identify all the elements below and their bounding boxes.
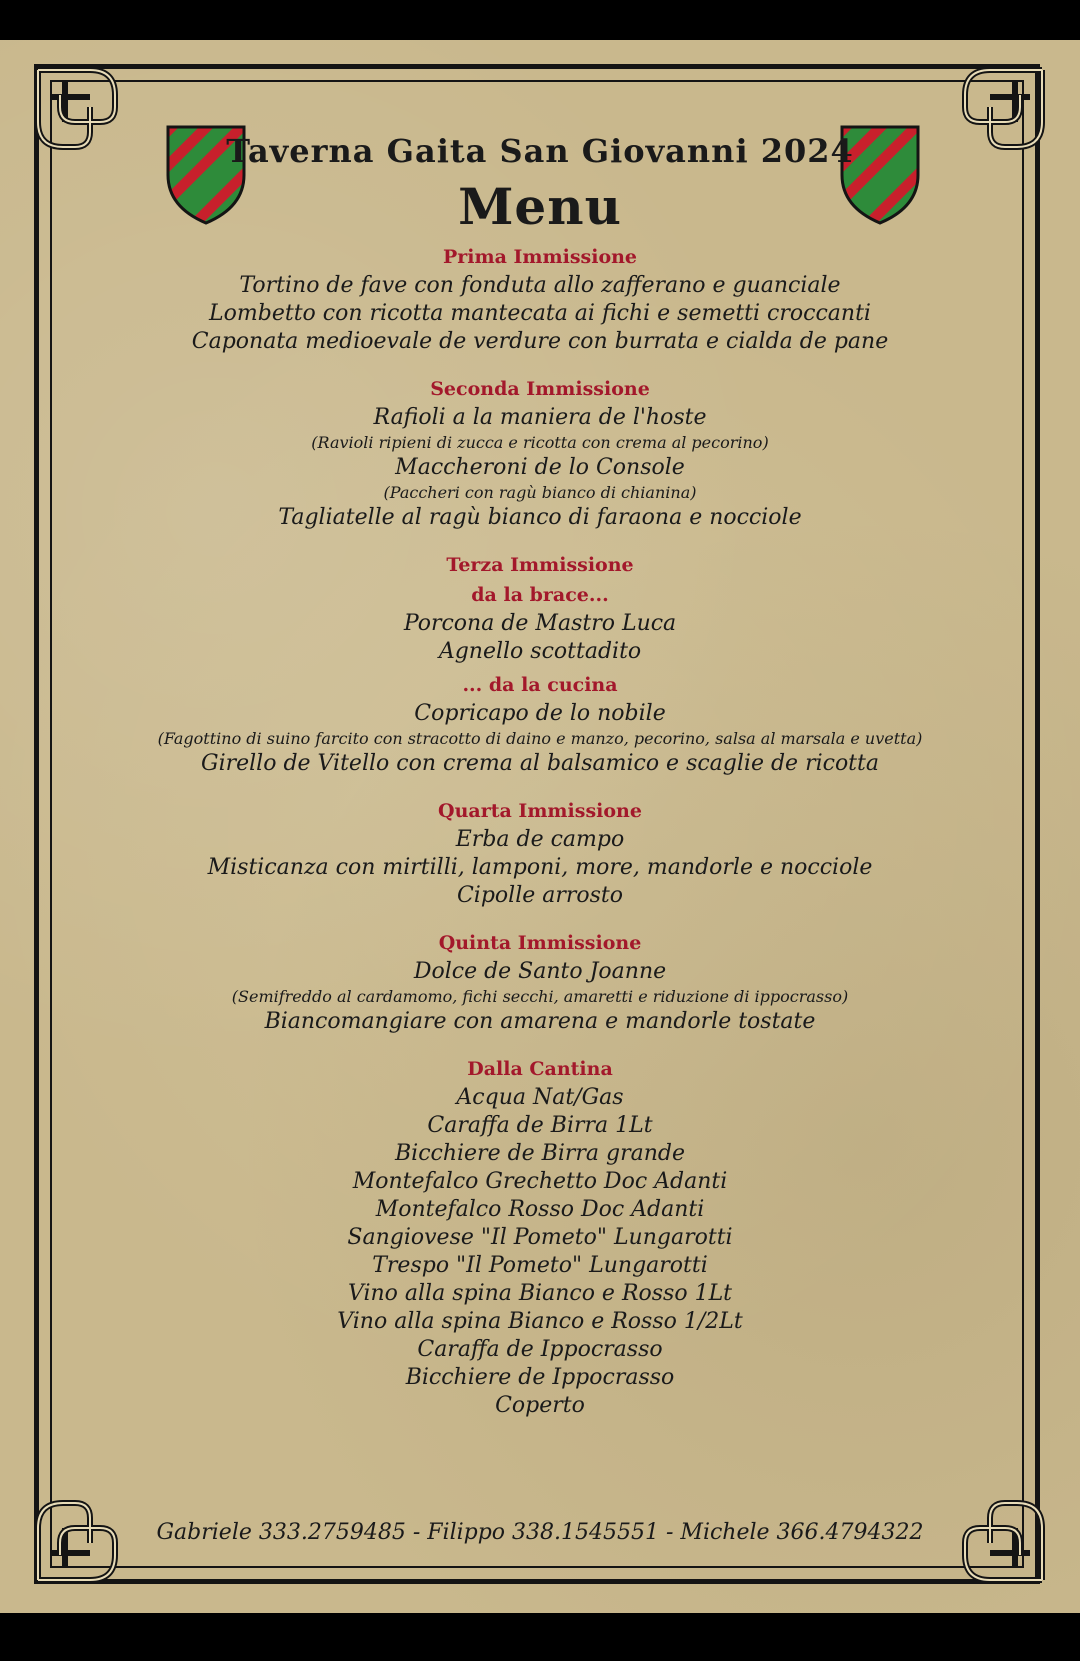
drink-item: Bicchiere de Birra grande: [394, 1141, 686, 1166]
menu-heading: Menu: [458, 177, 622, 236]
section-heading: Dalla Cantina: [467, 1058, 613, 1080]
page-title: Taverna Gaita San Giovanni 2024: [226, 132, 854, 170]
section-heading: Terza Immissione: [446, 554, 634, 576]
drink-item: Trespo "Il Pometo" Lungarotti: [372, 1253, 708, 1278]
menu-item: Maccheroni de lo Console: [395, 455, 685, 480]
drink-item: Montefalco Rosso Doc Adanti: [375, 1197, 705, 1222]
section-heading: Quinta Immissione: [438, 932, 642, 954]
menu-item: Tagliatelle al ragù bianco di faraona e nocciole: [278, 505, 802, 530]
drink-item: Bicchiere de Ippocrasso: [405, 1365, 675, 1390]
footer-contacts: Gabriele 333.2759485 - Filippo 338.1545551 - Michele 366.4794322: [156, 1520, 924, 1545]
menu-item: Dolce de Santo Joanne: [413, 959, 667, 984]
section-heading: Seconda Immissione: [430, 378, 650, 400]
menu-item: Tortino de fave con fonduta allo zafferano e guanciale: [239, 273, 841, 298]
menu-item: Biancomangiare con amarena e mandorle tostate: [264, 1009, 816, 1034]
menu-item: Erba de campo: [455, 827, 625, 852]
menu-item: Agnello scottadito: [438, 639, 642, 664]
drink-item: Coperto: [495, 1393, 585, 1418]
menu-item: Copricapo de lo nobile: [414, 701, 666, 726]
section-heading: Prima Immissione: [442, 246, 638, 268]
section-subheading: ... da la cucina: [462, 674, 618, 696]
drink-item: Montefalco Grechetto Doc Adanti: [352, 1169, 728, 1194]
top-black-bar: [0, 0, 1080, 40]
drink-item: Vino alla spina Bianco e Rosso 1Lt: [347, 1281, 733, 1306]
menu-item: Porcona de Mastro Luca: [403, 611, 677, 636]
menu-item-note: (Ravioli ripieni di zucca e ricotta con crema al pecorino): [311, 433, 769, 452]
menu-item: Lombetto con ricotta mantecata ai fichi e semetti croccanti: [209, 301, 871, 326]
drink-item: Caraffa de Birra 1Lt: [427, 1113, 653, 1138]
menu-item-note: (Fagottino di suino farcito con stracotto di daino e manzo, pecorino, salsa al marsala e uvetta): [157, 729, 923, 748]
menu-item: Caponata medioevale de verdure con burrata e cialda de pane: [191, 329, 889, 354]
menu-item-note: (Paccheri con ragù bianco di chianina): [383, 483, 697, 502]
bottom-black-bar: [0, 1613, 1080, 1661]
menu-item: Girello de Vitello con crema al balsamico e scaglie de ricotta: [201, 751, 879, 776]
drink-item: Caraffa de Ippocrasso: [417, 1337, 663, 1362]
menu-item: Cipolle arrosto: [456, 883, 624, 908]
menu-item: Rafioli a la maniera de l'hoste: [373, 405, 707, 430]
menu-item-note: (Semifreddo al cardamomo, fichi secchi, amaretti e riduzione di ippocrasso): [231, 987, 849, 1006]
drink-item: Sangiovese "Il Pometo" Lungarotti: [347, 1225, 733, 1250]
menu-content: [60, 120, 1020, 1420]
menu-item: Misticanza con mirtilli, lamponi, more, mandorle e nocciole: [207, 855, 873, 880]
section-heading: Quarta Immissione: [438, 800, 642, 822]
section-subheading: da la brace...: [471, 584, 609, 606]
drink-item: Acqua Nat/Gas: [456, 1085, 624, 1110]
drink-item: Vino alla spina Bianco e Rosso 1/2Lt: [337, 1309, 743, 1334]
